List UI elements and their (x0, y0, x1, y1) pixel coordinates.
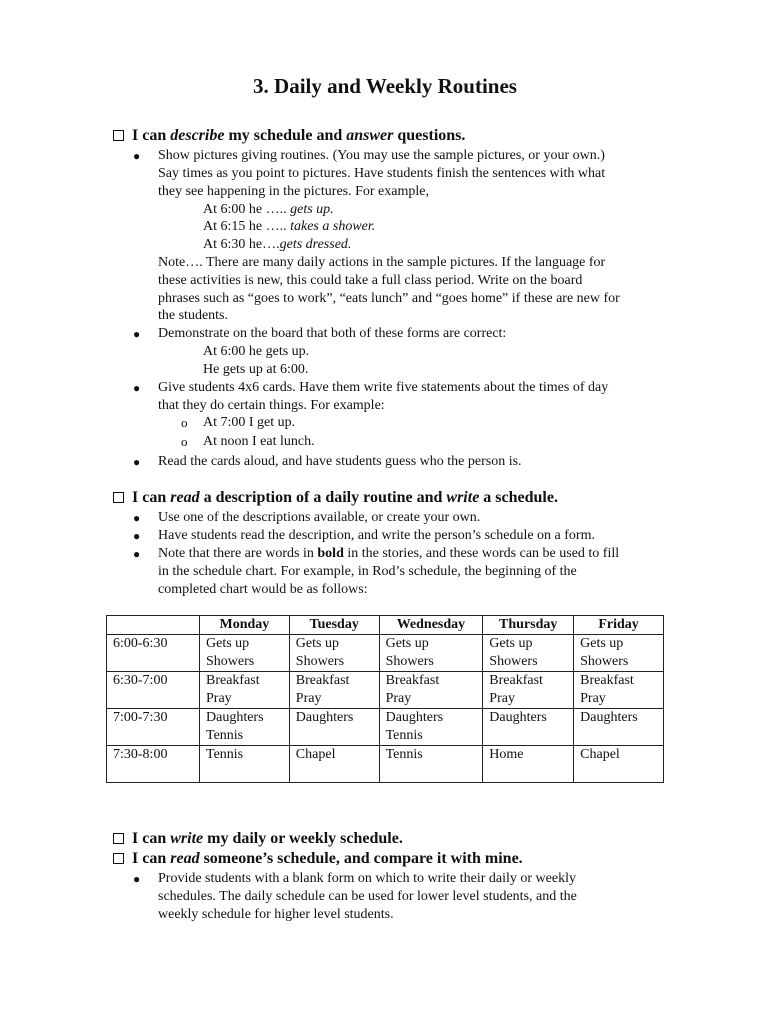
schedule-cell (483, 746, 574, 783)
note-line: these activities is new, this could take a full class period. Write on the board (158, 273, 583, 288)
example-line: He gets up at 6:00. (203, 362, 309, 377)
schedule-cell (483, 635, 574, 672)
schedule-cell-line: Tennis (206, 747, 244, 762)
example-line: At noon I eat lunch. (203, 434, 315, 449)
bullet-icon: ● (133, 511, 141, 525)
bullet-icon: ● (133, 381, 141, 395)
schedule-cell (289, 672, 379, 709)
schedule-cell-line: Daughters (580, 710, 638, 725)
schedule-cell (289, 709, 379, 746)
schedule-table (106, 615, 664, 783)
text-line: Read the cards aloud, and have students guess who the person is. (158, 454, 522, 469)
schedule-cell-line: Showers (295, 654, 345, 669)
example-line: At 7:00 I get up. (203, 415, 296, 430)
schedule-cell-line: Daughters (206, 710, 264, 725)
schedule-cell-line: Gets up (489, 636, 533, 651)
schedule-cell (379, 709, 483, 746)
schedule-cell-line: Showers (489, 654, 538, 669)
objective-heading-read-write: I can read a description of a daily routine and write a schedule. (113, 488, 558, 508)
text-line: they see happening in the pictures. For example, (158, 184, 429, 199)
objective-heading-describe: I can describe my schedule and answer questions. (113, 126, 465, 146)
note-line: phrases such as “goes to work”, “eats lunch” and “goes home” if these are new for (158, 291, 620, 306)
schedule-cell-line: Daughters (489, 710, 547, 725)
time-slot-cell: 7:30-8:00 (107, 746, 200, 783)
schedule-cell (379, 672, 483, 709)
schedule-cell (379, 635, 483, 672)
text-line: Demonstrate on the board that both of these forms are correct: (158, 326, 507, 341)
text-line: Have students read the description, and write the person’s schedule on a form. (158, 528, 595, 543)
text-line: Give students 4x6 cards. Have them write five statements about the times of day (158, 380, 609, 395)
circle-bullet-icon: o (181, 415, 188, 430)
checkbox-icon (113, 492, 124, 503)
schedule-cell (379, 746, 483, 783)
table-row (107, 709, 664, 746)
schedule-cell-line: Breakfast (295, 673, 350, 688)
bullet-icon: ● (133, 327, 141, 341)
schedule-cell-line: Chapel (580, 747, 620, 762)
table-row (107, 746, 664, 783)
text-line: in the schedule chart. For example, in Rod’s schedule, the beginning of the (158, 564, 577, 579)
schedule-cell-line: Gets up (580, 636, 624, 651)
text-line: weekly schedule for higher level students. (158, 907, 394, 922)
schedule-cell-line: Daughters (295, 710, 354, 725)
time-slot-cell: 6:30-7:00 (107, 672, 200, 709)
table-row (107, 672, 664, 709)
time-slot-cell: 6:00-6:30 (107, 635, 200, 672)
schedule-cell-line: Showers (580, 654, 629, 669)
text-line: Use one of the descriptions available, or create your own. (158, 510, 481, 525)
bullet-icon: ● (133, 547, 141, 561)
schedule-cell-line: Showers (385, 654, 434, 669)
bullet-icon: ● (133, 455, 141, 469)
table-header (107, 616, 200, 635)
text-line: completed chart would be as follows: (158, 582, 368, 597)
schedule-cell-line: Breakfast (385, 673, 440, 688)
schedule-cell (574, 746, 664, 783)
schedule-cell (200, 635, 290, 672)
schedule-cell-line: Pray (295, 691, 322, 706)
schedule-cell-line: Showers (206, 654, 255, 669)
schedule-cell (200, 709, 290, 746)
table-header: Tuesday (289, 616, 379, 635)
schedule-cell (574, 635, 664, 672)
schedule-cell (483, 709, 574, 746)
text-line: schedules. The daily schedule can be used for lower level students, and the (158, 889, 577, 904)
schedule-cell-line: Gets up (206, 636, 250, 651)
schedule-cell-line: Breakfast (206, 673, 260, 688)
schedule-cell-line: Tennis (206, 728, 244, 743)
table-header: Monday (200, 616, 290, 635)
schedule-cell (200, 672, 290, 709)
page-title: 3. Daily and Weekly Routines (253, 74, 517, 98)
schedule-cell (574, 709, 664, 746)
table-header: Wednesday (379, 616, 483, 635)
text-line: Provide students with a blank form on which to write their daily or weekly (158, 871, 576, 886)
schedule-cell (289, 746, 379, 783)
schedule-cell-line: Gets up (385, 636, 429, 651)
text-line: Show pictures giving routines. (You may use the sample pictures, or your own.) (158, 148, 605, 163)
objective-heading-compare-schedule: I can read someone’s schedule, and compare it with mine. (113, 849, 523, 869)
schedule-cell-line: Tennis (385, 747, 423, 762)
example-line: At 6:00 he gets up. (203, 344, 310, 359)
schedule-cell-line: Pray (580, 691, 606, 706)
bullet-icon: ● (133, 149, 141, 163)
checkbox-icon (113, 853, 124, 864)
schedule-cell (200, 746, 290, 783)
schedule-cell-line: Breakfast (580, 673, 634, 688)
schedule-cell-line: Daughters (385, 710, 444, 725)
text-line: that they do certain things. For example: (158, 398, 385, 413)
text-line: Note that there are words in bold in the stories, and these words can be used to fill (158, 546, 620, 561)
schedule-cell-line: Breakfast (489, 673, 543, 688)
schedule-cell (289, 635, 379, 672)
schedule-cell-line: Pray (489, 691, 515, 706)
schedule-cell-line: Pray (206, 691, 232, 706)
schedule-cell-line: Tennis (385, 728, 423, 743)
table-header: Thursday (483, 616, 574, 635)
circle-bullet-icon: o (181, 434, 188, 449)
schedule-cell-line: Home (489, 747, 524, 762)
schedule-cell (483, 672, 574, 709)
bullet-icon: ● (133, 529, 141, 543)
bullet-icon: ● (133, 872, 141, 886)
note-line: the students. (158, 308, 228, 323)
time-slot-cell: 7:00-7:30 (107, 709, 200, 746)
example-line: At 6:15 he ….. takes a shower. (203, 219, 376, 234)
text-line: Say times as you point to pictures. Have students finish the sentences with what (158, 166, 606, 181)
example-line: At 6:00 he ….. gets up. (203, 202, 334, 217)
schedule-cell-line: Pray (385, 691, 412, 706)
checkbox-icon (113, 833, 124, 844)
table-header-row (107, 616, 664, 635)
checkbox-icon (113, 130, 124, 141)
example-line: At 6:30 he….gets dressed. (203, 237, 352, 252)
schedule-cell-line: Chapel (295, 747, 336, 762)
objective-heading-write-schedule: I can write my daily or weekly schedule. (113, 829, 403, 849)
table-row (107, 635, 664, 672)
schedule-cell (574, 672, 664, 709)
table-header: Friday (574, 616, 664, 635)
note-line: Note…. There are many daily actions in the sample pictures. If the language for (158, 255, 606, 270)
schedule-cell-line: Gets up (295, 636, 339, 651)
